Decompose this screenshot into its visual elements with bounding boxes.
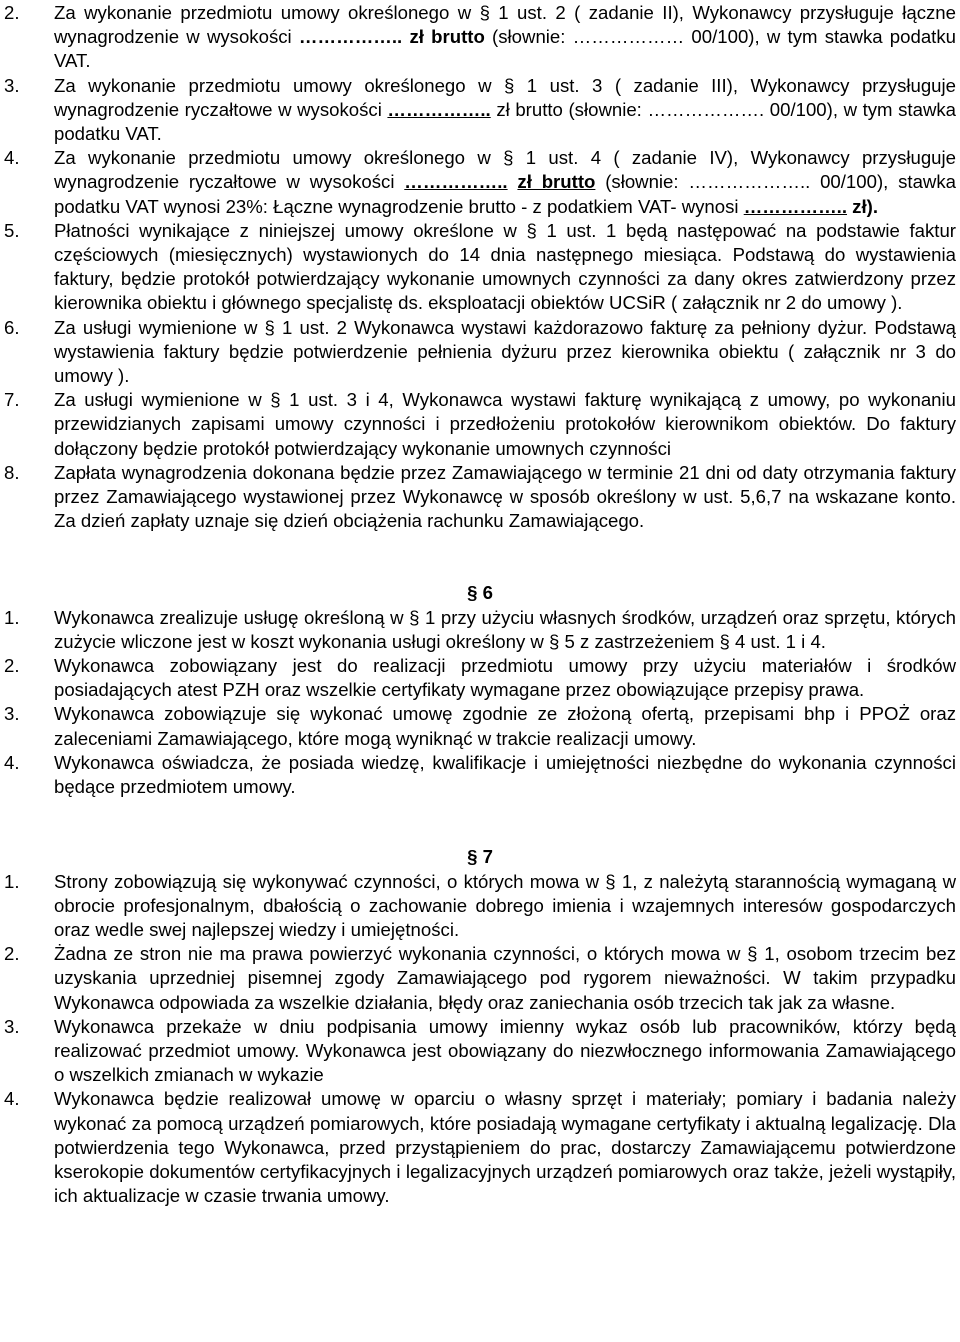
paragraph-text: (słownie: ……………….. 00/100), stawka podatku VAT wynosi 23%: Łączne wynagrodzenie brutto - z podatkiem VAT- wynosi (54, 171, 956, 217)
paragraph-number: 3. (4, 703, 20, 725)
paragraph-text: Wykonawca zobowiązany jest do realizacji przedmiotu umowy przy użyciu materiałów i środków posiadających atest PZH oraz wszelkie certyfikaty wymagane przez obowiązujące przepisy prawa. (54, 655, 956, 701)
numbered-paragraph (4, 316, 956, 389)
section-7-list (4, 870, 956, 1209)
paragraph-text: …………….. (743, 195, 848, 217)
numbered-paragraph (4, 942, 956, 1015)
numbered-paragraph (4, 1, 956, 74)
paragraph-number: 4. (4, 1088, 20, 1110)
paragraph-text: …………….. (298, 26, 403, 48)
paragraph-text: Strony zobowiązują się wykonywać czynności, o których mowa w § 1, z należytą starannością wymaganą w obrocie profesjonalnym, dbałością o zachowanie dobrego imienia i wzajemnych interesów gospodarczych oraz wedle swej najlepszej wiedzy i umiejętności. (54, 870, 956, 940)
numbered-paragraph (4, 1087, 956, 1208)
paragraph-text: Wykonawca zobowiązuje się wykonać umowę zgodnie ze złożoną ofertą, przepisami bhp i PPOŻ oraz zaleceniami Zamawiającego, które mogą wyniknąć w trakcie realizacji umowy. (54, 703, 956, 749)
numbered-paragraph (4, 654, 956, 702)
paragraph-number: 2. (4, 943, 20, 965)
numbered-paragraph (4, 870, 956, 943)
paragraph-text: …………….. (404, 171, 508, 193)
paragraph-text: Żadna ze stron nie ma prawa powierzyć wykonania czynności, o których mowa w § 1, osobom trzecim bez uzyskania uprzedniej pisemnej zgody Zamawiającego pod rygorem nieważności. W takim przypadku Wykonawca odpowiada za wszelkie działania, błędy oraz zaniechania osób trzecich tak jak za własne. (54, 943, 956, 1013)
paragraph-number: 3. (4, 74, 20, 96)
paragraph-text: Za wykonanie przedmiotu umowy określonego w § 1 ust. 2 ( zadanie II), Wykonawcy przysługuje łączne wynagrodzenie w wysokości (54, 2, 956, 48)
paragraph-number: 5. (4, 219, 20, 241)
paragraph-text: Za wykonanie przedmiotu umowy określonego w § 1 ust. 3 ( zadanie III), Wykonawcy przysługuje wynagrodzenie ryczałtowe w wysokości (54, 74, 956, 120)
numbered-paragraph (4, 388, 956, 461)
document-page (4, 1, 956, 1208)
paragraph-number: 1. (4, 606, 20, 628)
paragraph-text: zł brutto (402, 26, 485, 48)
section-6-list (4, 606, 956, 800)
paragraph-number: 4. (4, 147, 20, 169)
numbered-paragraph (4, 1015, 956, 1088)
paragraph-number: 8. (4, 461, 20, 483)
paragraph-text: zł). (847, 195, 879, 217)
paragraph-text: Za wykonanie przedmiotu umowy określonego w § 1 ust. 4 ( zadanie IV), Wykonawcy przysługuje wynagrodzenie ryczałtowe w wysokości (54, 147, 956, 193)
numbered-paragraph (4, 702, 956, 750)
paragraph-number: 1. (4, 870, 20, 892)
paragraph-text: Wykonawca będzie realizował umowę w oparciu o własny sprzęt i materiały; pomiary i badania należy wykonać za pomocą urządzeń pomiarowych, które posiadają wymagane certyfikaty i aktualną legalizację. Dla potwierdzenia tego Wykonawca, przed przystąpieniem do prac, dostarczy Zamawiającemu potwierdzone kserokopie dokumentów certyfikacyjnych i legalizacyjnych urządzeń pomiarowych oraz także, jeżeli wystąpiły, ich aktualizacje w czasie trwania umowy. (54, 1088, 956, 1207)
numbered-paragraph (4, 751, 956, 799)
section-spacer (4, 533, 956, 581)
paragraph-text (508, 171, 518, 192)
paragraph-text: zł brutto (517, 171, 596, 193)
paragraph-text: Wykonawca przekaże w dniu podpisania umowy imienny wykaz osób lub pracowników, którzy będą realizować przedmiot umowy. Wykonawca jest obowiązany do niezwłocznego informowania Zamawiającego o wszelkich zmianach w wykazie (54, 1015, 956, 1086)
section-7-heading: § 7 (467, 846, 493, 868)
paragraph-text: (słownie: ……………… 00/100), w tym stawka podatku VAT. (54, 26, 956, 72)
numbered-paragraph (4, 461, 956, 534)
paragraph-text: Za usługi wymienione w § 1 ust. 2 Wykonawca wystawi każdorazowo fakturę za pełniony dyżur. Podstawą wystawienia faktury będzie potwierdzenie pełnienia dyżuru przez kierownika obiektu ( załącznik nr 3 do umowy ). (54, 316, 956, 387)
numbered-paragraph (4, 74, 956, 147)
paragraph-text: Wykonawca zrealizuje usługę określoną w § 1 przy użyciu własnych środków, urządzeń oraz sprzętu, których zużycie wliczone jest w koszt wykonania usługi określony w § 5 z zastrzeżeniem § 4 ust. 1 i 4. (54, 606, 956, 652)
paragraph-number: 7. (4, 389, 20, 411)
payment-section (4, 1, 956, 533)
paragraph-text: zł brutto (słownie: ………………. 00/100), w tym stawka podatku VAT. (54, 98, 957, 145)
paragraph-text: Za usługi wymienione w § 1 ust. 3 i 4, Wykonawca wystawi fakturę wynikającą z umowy, po wykonaniu przewidzianych zapisami umowy czynności i przedłożeniu protokołów kierownikom obiektów. Do faktury dołączony będzie protokół potwierdzający wykonanie umownych czynności (54, 389, 956, 459)
paragraph-number: 4. (4, 751, 20, 773)
paragraph-number: 2. (4, 655, 20, 677)
paragraph-text: Wykonawca oświadcza, że posiada wiedzę, kwalifikacje i umiejętności niezbędne do wykonania czynności będące przedmiotem umowy. (54, 751, 956, 798)
section-spacer (4, 799, 956, 845)
numbered-paragraph (4, 146, 956, 219)
numbered-paragraph (4, 606, 956, 654)
paragraph-number: 6. (4, 316, 20, 338)
numbered-paragraph (4, 219, 956, 316)
paragraph-text: …………….. (387, 98, 491, 120)
paragraph-text: Płatności wynikające z niniejszej umowy określone w § 1 ust. 1 będą następować na podstawie faktur częściowych (miesięcznych) wystawionych do 14 dnia następnego miesiąca. Podstawą do wystawienia faktury, będzie protokół potwierdzający wykonanie umownych czynności za dany okres zatwierdzony przez kierownika obiektu i głównego specjalistę ds. eksploatacji obiektów UCSiR ( załącznik nr 2 do umowy ). (54, 219, 956, 314)
section-6-heading: § 6 (467, 582, 493, 604)
paragraph-number: 2. (4, 2, 20, 23)
paragraph-number: 3. (4, 1015, 20, 1037)
paragraph-text: Zapłata wynagrodzenia dokonana będzie przez Zamawiającego w terminie 21 dni od daty otrzymania faktury przez Zamawiającego wystawionej przez Wykonawcę w sposób określony w ust. 5,6,7 na wskazane konto. Za dzień zapłaty uznaje się dzień obciążenia rachunku Zamawiającego. (54, 461, 956, 532)
